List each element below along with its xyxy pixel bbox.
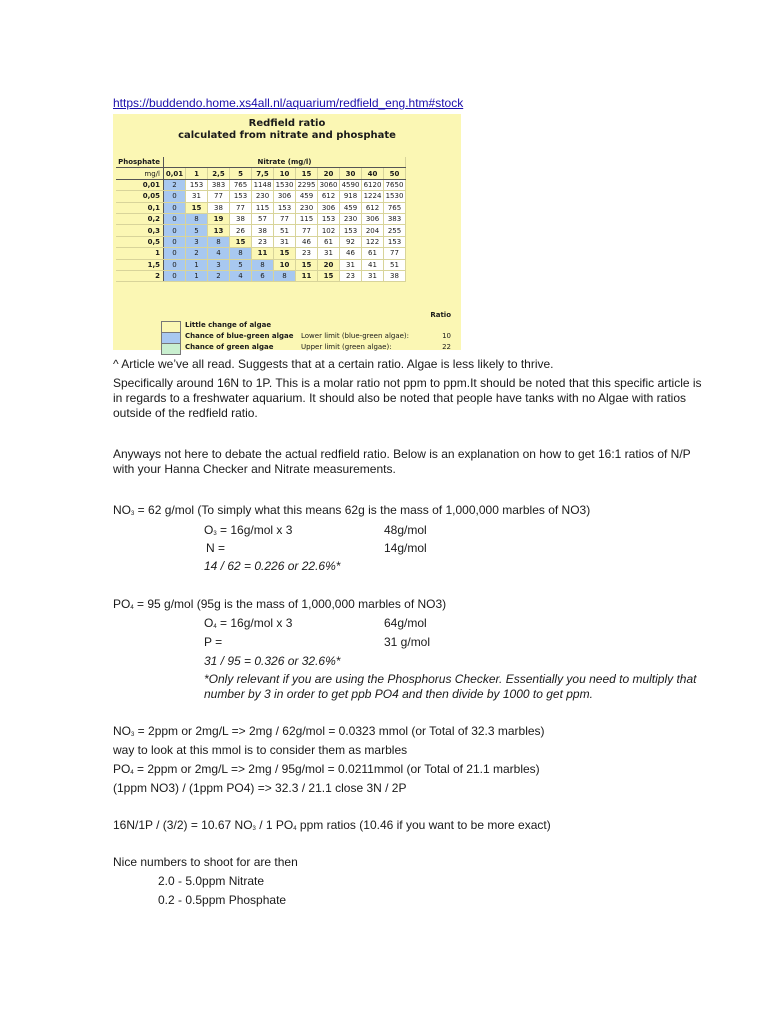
ratio-cell: 31 [362,270,384,281]
ratio-cell: 1 [186,270,208,281]
ratio-cell: 38 [230,213,252,224]
ratio-cell: 115 [252,202,274,213]
legend-item-3: Chance of green algae [185,343,274,351]
ratio-cell: 102 [318,225,340,236]
ratio-cell: 2 [186,248,208,259]
ratio-cell: 612 [362,202,384,213]
nitrate-range: 2.0 - 5.0ppm Nitrate [158,874,265,888]
ratio-cell: 0 [164,236,186,247]
phosphate-row-label: 1 [116,248,164,259]
n-label: N = [206,541,226,555]
phosphate-row-label: 2 [116,270,164,281]
ratio-cell: 61 [362,248,384,259]
ratio-cell: 8 [274,270,296,281]
phosphate-header: Phosphate [116,157,164,168]
ratio-cell: 38 [384,270,406,281]
ratio-cell: 77 [208,191,230,202]
p-fraction: 31 / 95 = 0.326 or 32.6%* [204,654,341,668]
nitrate-column-label: 30 [340,168,362,179]
ratio-cell: 11 [296,270,318,281]
ratio-cell: 57 [252,213,274,224]
ratio-cell: 0 [164,191,186,202]
ratio-cell: 46 [340,248,362,259]
ratio-cell: 23 [296,248,318,259]
legend-item-2-value: 10 [442,332,451,340]
ratio-cell: 1224 [362,191,384,202]
ratio-cell: 4 [230,270,252,281]
ratio-cell: 23 [252,236,274,247]
ratio-cell: 26 [230,225,252,236]
phosphate-range: 0.2 - 0.5ppm Phosphate [158,893,287,907]
ratio-cell: 0 [164,202,186,213]
ratio-cell: 383 [384,213,406,224]
table-row [116,259,406,270]
ratio-cell: 8 [252,259,274,270]
ratio-cell: 31 [318,248,340,259]
ratio-cell: 7650 [384,179,406,190]
ratio-cell: 255 [384,225,406,236]
ratio-cell: 2295 [296,179,318,190]
ratio-cell: 383 [208,179,230,190]
checker-note: *Only relevant if you are using the Phosphorus Checker. Essentially you need to multiply that number by 3 in order to get ppb PO4 and then divide by 1000 to get ppm. [204,672,697,701]
nitrate-column-label: 20 [318,168,340,179]
ratio-cell: 8 [230,248,252,259]
ratio-cell: 306 [318,202,340,213]
ratio-cell: 51 [274,225,296,236]
n-value: 14g/mol [384,541,427,555]
ratio-cell: 15 [318,270,340,281]
nitrate-column-label: 1 [186,168,208,179]
table-row [116,213,406,224]
legend-item-3-value: 22 [442,343,451,351]
ratio-cell: 92 [340,236,362,247]
ratio-cell: 3 [208,259,230,270]
calc-ratio-3n-2p: (1ppm NO3) / (1ppm PO4) => 32.3 / 21.1 close 3N / 2P [113,781,407,795]
ratio-cell: 77 [230,202,252,213]
ratio-cell: 6120 [362,179,384,190]
legend-item-1: Little change of algae [185,321,272,329]
table-row [116,236,406,247]
no3-molar-mass: $NO_3 = 62$ g/mol (To simply what this means 62g is the mass of 1,000,000 marbles of NO3) [113,503,591,517]
legend-item-2-limit: Lower limit (blue-green algae): [301,332,410,340]
ratio-cell: 77 [274,213,296,224]
ratio-cell: 38 [252,225,274,236]
po4-molar-mass: $PO_4 = 95$ g/mol (95g is the mass of 1,000,000 marbles of NO3) [113,597,447,611]
ratio-cell: 15 [296,259,318,270]
legend-item-3-limit: Upper limit (green algae): [301,343,392,351]
phosphate-row-label: 0,5 [116,236,164,247]
nitrate-header: Nitrate (mg/l) [164,157,406,168]
n-fraction: 14 / 62 = 0.226 or 22.6%* [204,559,341,573]
ratio-cell: 15 [274,248,296,259]
ratio-cell: 19 [208,213,230,224]
table-row [116,202,406,213]
ratio-cell: 31 [186,191,208,202]
ratio-cell: 0 [164,225,186,236]
ratio-cell: 20 [318,259,340,270]
ratio-cell: 2 [208,270,230,281]
p-value: 31 g/mol [384,635,431,649]
ratio-cell: 8 [186,213,208,224]
nitrate-column-label: 10 [274,168,296,179]
ratio-cell: 15 [186,202,208,213]
o4-label: $O_4 = 16g/mol$ x 3 [204,616,293,630]
ratio-cell: 230 [340,213,362,224]
table-row [116,248,406,259]
ratio-cell: 0 [164,259,186,270]
ratio-cell: 612 [318,191,340,202]
nitrate-column-label: 50 [384,168,406,179]
figure-legend [161,310,457,353]
ratio-cell: 23 [340,270,362,281]
ratio-cell: 153 [318,213,340,224]
ratio-cell: 765 [230,179,252,190]
ratio-cell: 153 [384,236,406,247]
calc-marbles-note: way to look at this mmol is to consider them as marbles [113,743,408,757]
ratio-cell: 15 [230,236,252,247]
o3-value: 48g/mol [384,523,427,537]
figure-title: Redfield ratio [248,118,326,129]
ratio-cell: 4 [208,248,230,259]
legend-swatch-green [161,343,181,355]
ratio-cell: 0 [164,270,186,281]
redfield-ratio-figure [113,114,461,350]
ratio-cell: 153 [186,179,208,190]
ratio-cell: 0 [164,213,186,224]
ratio-cell: 459 [296,191,318,202]
nitrate-column-label: 15 [296,168,318,179]
ratio-cell: 122 [362,236,384,247]
paragraph-debate: Anyways not here to debate the actual redfield ratio. Below is an explanation on how to get 16:1 ratios of N/P with your Hanna Checker and Nitrate measurements. [113,447,691,476]
table-row [116,225,406,236]
ratio-cell: 46 [296,236,318,247]
ratio-cell: 77 [384,248,406,259]
nitrate-column-label: 0,01 [164,168,186,179]
ratio-cell: 6 [252,270,274,281]
ratio-cell: 230 [252,191,274,202]
phosphate-row-label: 0,01 [116,179,164,190]
ratio-cell: 153 [274,202,296,213]
ratio-cell: 918 [340,191,362,202]
ratio-cell: 11 [252,248,274,259]
ratio-cell: 5 [230,259,252,270]
phosphate-row-label: 0,3 [116,225,164,236]
source-link[interactable]: https://buddendo.home.xs4all.nl/aquarium/redfield_eng.htm#stock [113,96,464,110]
ratio-cell: 4590 [340,179,362,190]
phosphate-row-label: 0,1 [116,202,164,213]
ratio-cell: 5 [186,225,208,236]
table-row [116,179,406,190]
unit-header: mg/l [116,168,164,179]
ratio-cell: 10 [274,259,296,270]
phosphate-row-label: 1,5 [116,259,164,270]
nitrate-column-label: 40 [362,168,384,179]
paragraph-molar-ratio: Specifically around 16N to 1P. This is a molar ratio not ppm to ppm.It should be noted that this specific article is in regards to a freshwater aquarium. It should also be noted that people have tanks with no Algae with ratios outside of the redfield ratio. [113,376,702,420]
ratio-cell: 77 [296,225,318,236]
paragraph-article: ^ Article we’ve all read. Suggests that at a certain ratio. Algae is less likely to thrive. [113,357,554,371]
nitrate-column-label: 7,5 [252,168,274,179]
ratio-cell: 306 [362,213,384,224]
o4-value: 64g/mol [384,616,427,630]
ratio-table [116,157,406,282]
ratio-cell: 115 [296,213,318,224]
ratio-cell: 31 [274,236,296,247]
ratio-cell: 1530 [384,191,406,202]
nitrate-column-label: 5 [230,168,252,179]
table-header-row [116,157,406,168]
ratio-cell: 3060 [318,179,340,190]
ratio-cell: 0 [164,248,186,259]
nitrate-column-label: 2,5 [208,168,230,179]
ratio-cell: 38 [208,202,230,213]
ratio-cell: 31 [340,259,362,270]
ratio-cell: 41 [362,259,384,270]
legend-ratio-header: Ratio [430,311,451,319]
ratio-cell: 153 [230,191,252,202]
ppm-ratio-line: 16N/1P / (3/2) = 10.67 $NO_3 / 1$ $PO_4$ ppm ratios (10.46 if you want to be more exact) [113,818,551,832]
table-row [116,191,406,202]
phosphate-row-label: 0,05 [116,191,164,202]
ratio-cell: 3 [186,236,208,247]
ratio-cell: 1530 [274,179,296,190]
ratio-cell: 61 [318,236,340,247]
ratio-cell: 153 [340,225,362,236]
nice-numbers-heading: Nice numbers to shoot for are then [113,855,298,869]
o3-label: $O_3 = 16g/mol$ x 3 [204,523,293,537]
ratio-cell: 204 [362,225,384,236]
ratio-cell: 2 [164,179,186,190]
calc-no3: $NO_3 = 2ppm$ or 2mg/L => 2mg / 62g/mol = 0.0323 mmol (or Total of 32.3 marbles) [113,724,545,738]
ratio-cell: 1 [186,259,208,270]
ratio-cell: 306 [274,191,296,202]
ratio-cell: 1148 [252,179,274,190]
ratio-cell: 51 [384,259,406,270]
p-label: P = [204,635,223,649]
table-column-row [116,168,406,179]
ratio-cell: 13 [208,225,230,236]
table-row [116,270,406,281]
ratio-cell: 8 [208,236,230,247]
ratio-cell: 459 [340,202,362,213]
figure-subtitle: calculated from nitrate and phosphate [178,130,396,141]
ratio-cell: 765 [384,202,406,213]
calc-po4: $PO_4 = 2ppm$ or 2mg/L => 2mg / 95g/mol = 0.0211mmol (or Total of 21.1 marbles) [113,762,540,776]
ratio-cell: 230 [296,202,318,213]
phosphate-row-label: 0,2 [116,213,164,224]
legend-item-2: Chance of blue-green algae [185,332,294,340]
